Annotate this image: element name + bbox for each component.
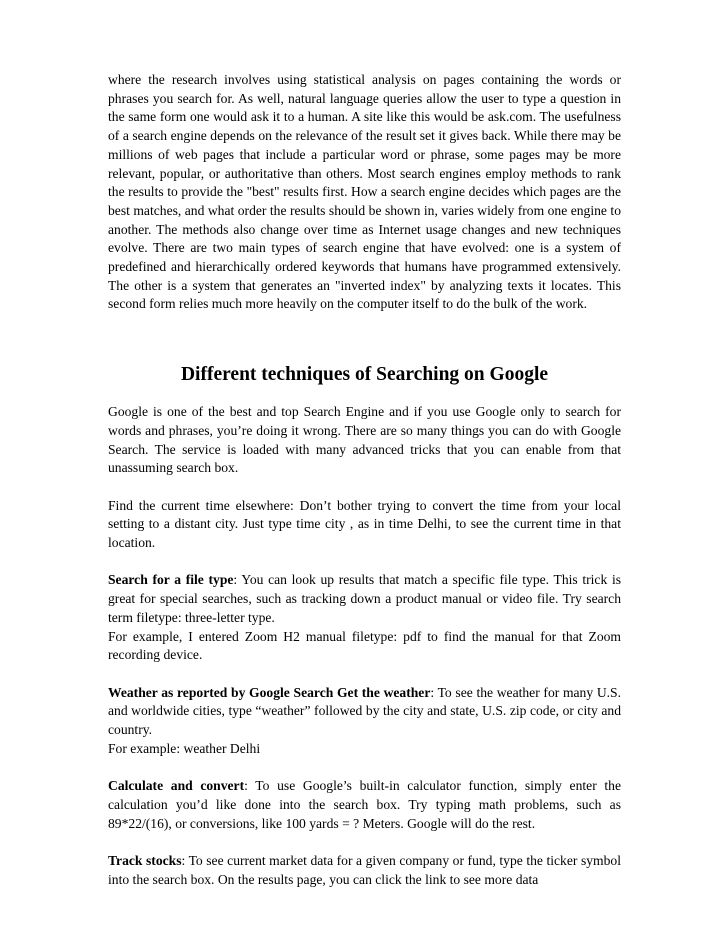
stocks-text: : To see current market data for a given company or fund, type the ticker symbol into the search box. On the results page, you can click the link to see more data	[108, 852, 621, 887]
intro-paragraph: where the research involves using statistical analysis on pages containing the words or phrases you search for. As well, natural language queries allow the user to type a question in the same form one would ask it to a human. A site like this would be ask.com. The usefulness of a search engine depends on the relevance of the result set it gives back. While there may be millions of web pages that include a particular word or phrase, some pages may be more relevant, popular, or authoritative than others. Most search engines employ methods to rank the results to provide the "best" results first. How a search engine decides which pages are the best matches, and what order the results should be shown in, varies widely from one engine to another. The methods also change over time as Internet usage changes and new techniques evolve. There are two main types of search engine that have evolved: one is a system of predefined and hierarchically ordered keywords that humans have programmed extensively. The other is a system that generates an "inverted index" by analyzing texts it locates. This second form relies much more heavily on the computer itself to do the bulk of the work.	[108, 72, 621, 312]
weather-term: Weather as reported by Google Search Get the weather	[108, 684, 431, 700]
filetype-text: : You can look up results that match a specific file type. This trick is great for special searches, such as tracking down a product manual or video file. Try search term filetype: three-letter type.	[108, 572, 622, 625]
filetype-section	[108, 571, 621, 665]
stocks-term: Track stocks	[108, 852, 182, 868]
time-tip-paragraph: Find the current time elsewhere: Don’t bother trying to convert the time from your local setting to a distant city. Just type time city , as in time Delhi, to see the current time in that location.	[108, 497, 621, 551]
heading-spacer	[108, 387, 621, 403]
filetype-example: For example, I entered Zoom H2 manual filetype: pdf to find the manual for that Zoom recording device.	[108, 628, 621, 663]
calculate-paragraph	[108, 777, 621, 833]
section-heading: Different techniques of Searching on Google	[180, 364, 549, 386]
weather-example: For example: weather Delhi	[108, 740, 261, 756]
weather-text: : To see the weather for many U.S. and worldwide cities, type “weather” followed by the city and state, U.S. zip code, or city and country.	[108, 684, 621, 738]
filetype-paragraph	[108, 571, 621, 627]
calculate-term: Calculate and convert	[108, 778, 245, 794]
document-page	[108, 71, 621, 889]
stocks-paragraph	[108, 852, 621, 889]
weather-section	[108, 684, 621, 759]
google-intro-paragraph: Google is one of the best and top Search Engine and if you use Google only to search for words and phrases, you’re doing it wrong. There are so many things you can do with Google Search. The service is loaded with many advanced tricks that you can enable from that unassuming search box.	[108, 404, 621, 476]
weather-paragraph	[108, 684, 621, 740]
calculate-text: : To use Google’s built-in calculator function, simply enter the calculation you’d like done into the search box. Try typing math problems, such as 89*22/(16), or conversions, like 100 yards = ? Meters. Google will do the rest.	[108, 778, 621, 831]
filetype-term: Search for a file type	[108, 572, 234, 588]
